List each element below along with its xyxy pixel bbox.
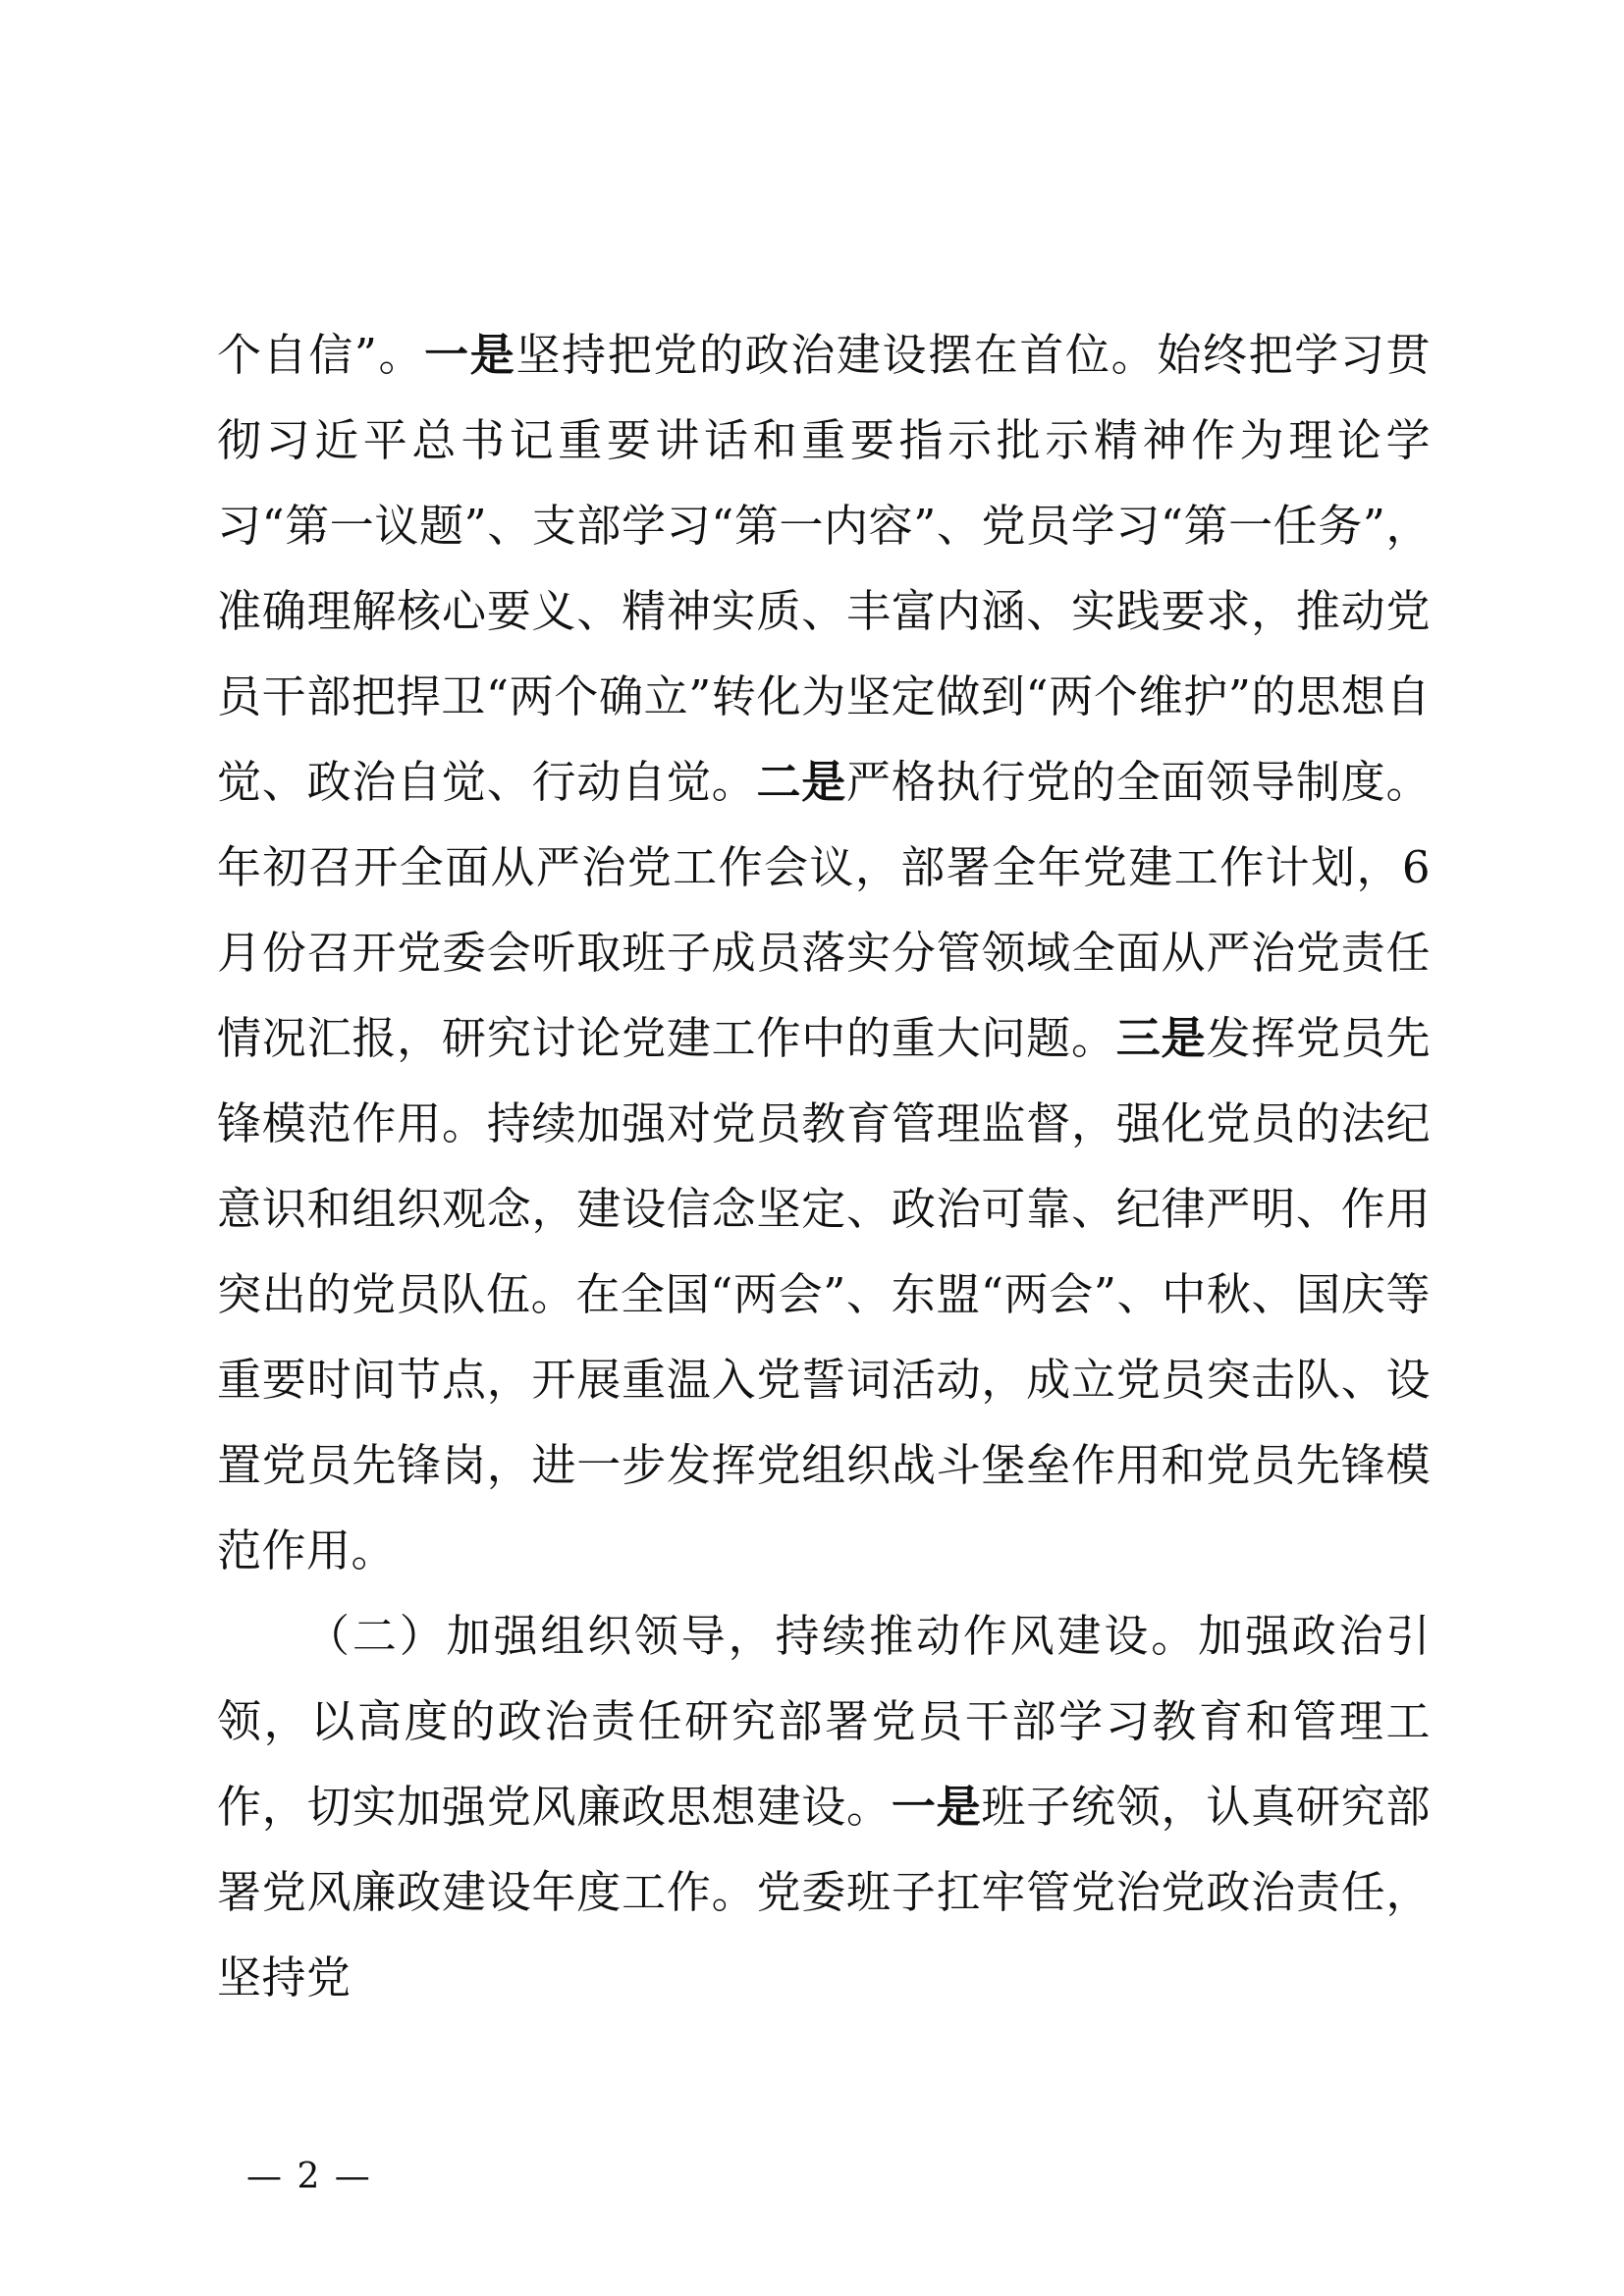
text-segment: 班子统领，认真研究部署党风廉政建设年度工作。党委班子扛牢管党治党政治责任，坚持党 xyxy=(217,1781,1431,2003)
text-segment: 严格执行党的全面领导制度。年初召开全面从严治党工作会议，部署全年党建工作计划，6月份召开党委会听取班子成员落实分管领域全面从严治党责任情况汇报，研究讨论党建工作中的重大问题。 xyxy=(217,756,1431,1064)
lead-phrase: 二是 xyxy=(756,756,847,808)
text-segment: 坚持把党的政治建设摆在首位。始终把学习贯彻习近平总书记重要讲话和重要指示批示精神作为理论学习“第一议题”、支部学习“第一内容”、党员学习“第一任务”，准确理解核心要义、精神实质、丰富内涵、实践要求，推动党员干部把捍卫“两个确立”转化为坚定做到“两个维护”的思想自觉、政治自觉、行动自觉。 xyxy=(217,329,1431,808)
page-number: — 2 — xyxy=(246,2157,372,2197)
paragraph-party-building xyxy=(217,312,1431,1593)
lead-phrase: 一是 xyxy=(424,329,516,381)
text-segment: 个自信”。 xyxy=(217,329,425,381)
paragraph-organization-leadership xyxy=(217,1593,1431,2020)
text-segment: 发挥党员先锋模范作用。持续加强对党员教育管理监督，强化党员的法纪意识和组织观念，建设信念坚定、政治可靠、纪律严明、作用突出的党员队伍。在全国“两会”、东盟“两会”、中秋、国庆等重要时间节点，开展重温入党誓词活动，成立党员突击队、设置党员先锋岗，进一步发挥党组织战斗堡垒作用和党员先锋模范作用。 xyxy=(217,1012,1431,1576)
text-segment: （二）加强组织领导，持续推动作风建设。加强政治引领，以高度的政治责任研究部署党员干部学习教育和管理工作，切实加强党风廉政思想建设。 xyxy=(217,1610,1431,1833)
lead-phrase: 三是 xyxy=(1115,1012,1207,1064)
document-body xyxy=(217,312,1431,2020)
lead-phrase: 一是 xyxy=(891,1781,982,1833)
